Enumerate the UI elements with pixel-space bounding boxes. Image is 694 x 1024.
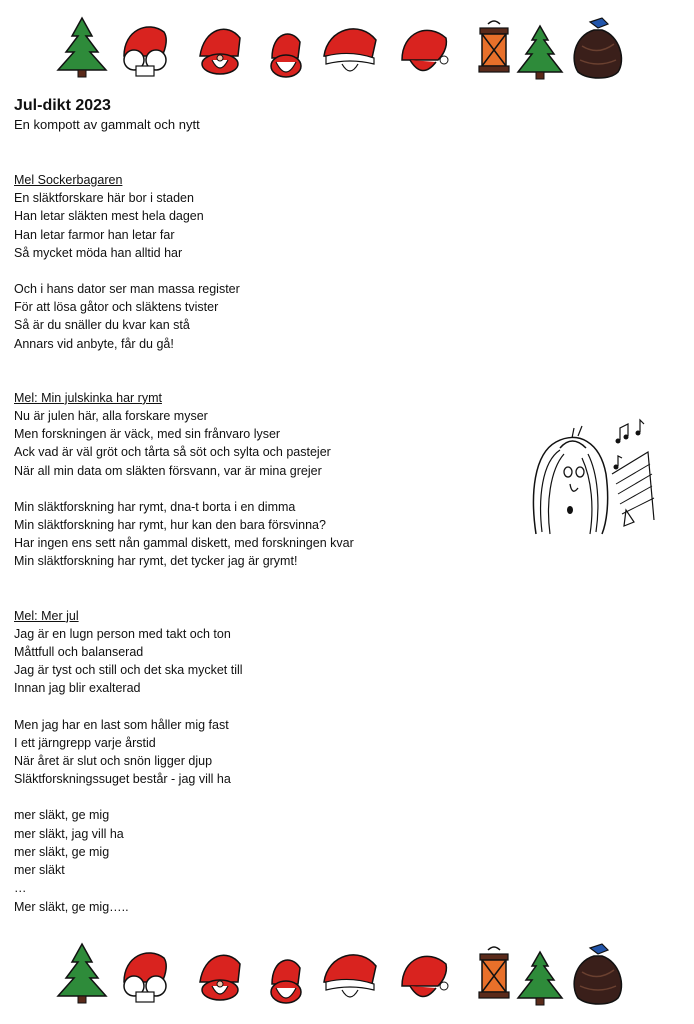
melody-heading: Mel: Mer jul [14,608,79,623]
verse-line: Jag är tyst och still och det ska mycket till [14,663,243,678]
verse-line: Men forskningen är väck, med sin frånvaro lyser [14,427,281,442]
gnome-icon [194,20,248,78]
decor-border-top [0,10,694,80]
verse-line: I ett järngrepp varje årstid [14,735,156,750]
verse-line: Mer släkt, ge mig….. [14,899,129,914]
verse-line: Och i hans dator ser man massa register [14,282,240,297]
tree-icon [514,950,566,1006]
gnome-icon [266,24,306,80]
poem-body [14,96,514,916]
verse-line: Min släktforskning har rymt, det tycker jag är grymt! [14,554,298,569]
verse-line: När all min data om släkten försvann, var är mina grejer [14,463,322,478]
gnome-icon [266,950,306,1006]
melody-heading: Mel Sockerbagaren [14,173,123,187]
verse-line: Så mycket möda han alltid har [14,245,183,260]
gnome-icon [398,946,452,1006]
verse-line: mer släkt, jag vill ha [14,826,124,841]
verse-line: För att lösa gåtor och släktens tvister [14,300,219,315]
verse-line: Jag är en lugn person med takt och ton [14,626,231,641]
verse-line: Han letar släkten mest hela dagen [14,209,204,224]
gnome-icon [398,20,452,80]
verse-line: Nu är julen här, alla forskare myser [14,409,208,424]
santa-hat-icon [118,18,172,78]
santa-hat-icon [320,946,380,1004]
verse-line: … [14,881,27,896]
verse-line: Annars vid anbyte, får du gå! [14,336,174,351]
verse-line: Så är du snäller du kvar kan stå [14,318,190,333]
verse-line: När året är slut och snön ligger djup [14,754,213,769]
tree-icon [52,942,112,1004]
gift-sack-icon [568,942,628,1006]
melody-heading: Mel: Min julskinka har rymt [14,390,162,405]
verse-line: Men jag har en last som håller mig fast [14,717,229,732]
gift-sack-icon [568,16,628,80]
poem-title: Jul-dikt 2023 [14,97,111,114]
tree-icon [52,16,112,78]
santa-hat-icon [118,944,172,1004]
verse-line: mer släkt, ge mig [14,808,110,823]
verse-line: Har ingen ens sett nån gammal diskett, med forskningen kvar [14,536,354,551]
poem-subtitle: En kompott av gammalt och nytt [14,117,200,132]
santa-hat-icon [320,20,380,78]
verse-line: Min släktforskning har rymt, hur kan den bara försvinna? [14,518,326,533]
verse-line: Han letar farmor han letar far [14,227,175,242]
verse-line: En släktforskare här bor i staden [14,191,194,206]
verse-line: Släktforskningssuget består - jag vill ha [14,772,231,787]
verse-line: Min släktforskning har rymt, dna-t borta i en dimma [14,499,296,514]
gnome-icon [194,946,248,1004]
verse-line: Måttfull och balanserad [14,645,144,660]
lantern-icon [474,20,514,78]
verse-line: Innan jag blir exalterad [14,681,141,696]
tree-icon [514,24,566,80]
decor-border-bottom [0,936,694,1006]
verse-line: Ack vad är väl gröt och tårta så söt och sylta och pastejer [14,445,331,460]
singing-person-illustration [516,414,664,556]
verse-line: mer släkt, ge mig [14,844,110,859]
lantern-icon [474,946,514,1004]
verse-line: mer släkt [14,863,65,878]
